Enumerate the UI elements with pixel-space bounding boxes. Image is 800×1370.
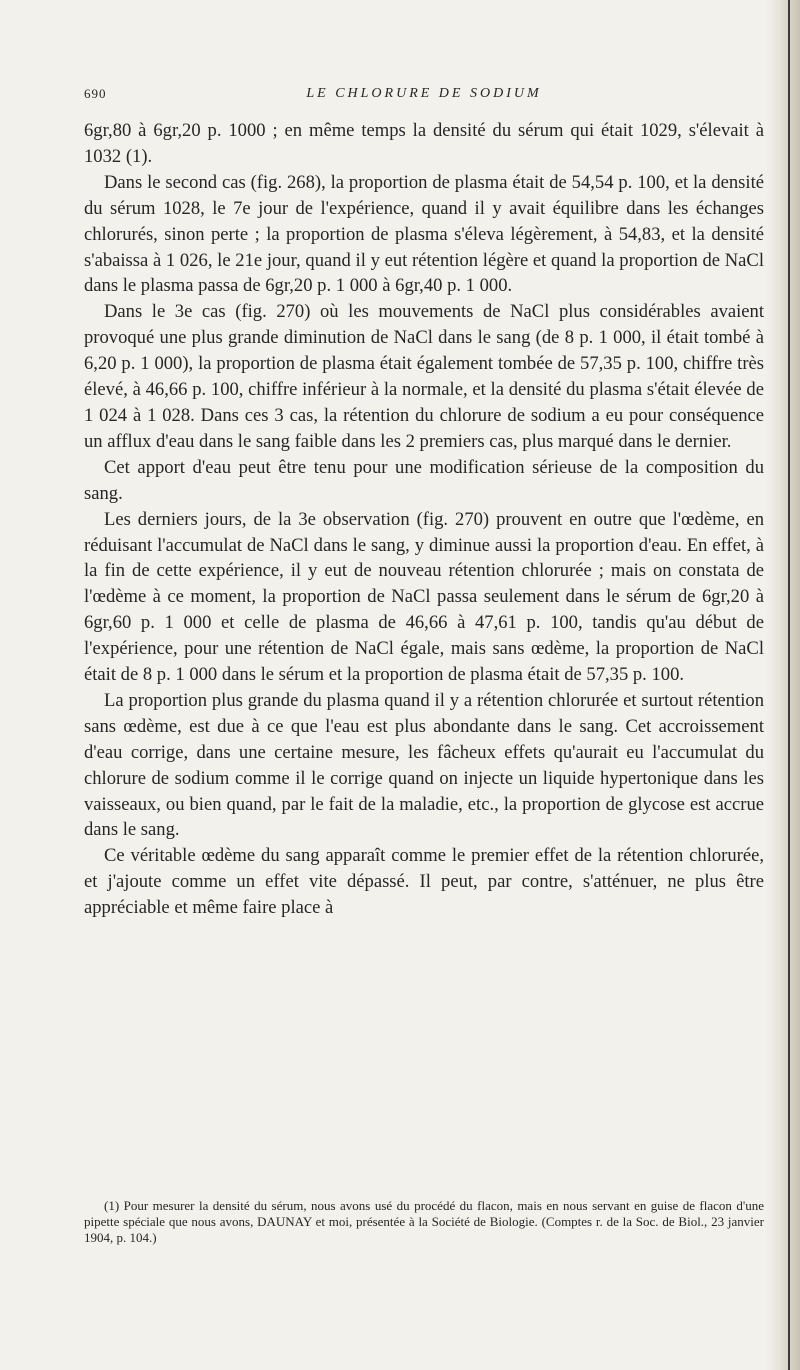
paragraph-1: 6gr,80 à 6gr,20 p. 1000 ; en même temps la densité du sérum qui était 1029, s'élevait à 1032 (1). bbox=[84, 120, 764, 167]
page-edge bbox=[788, 0, 790, 1370]
paragraph-5: Les derniers jours, de la 3e observation (fig. 270) prouvent en outre que l'œdème, en réduisant l'accumulat de NaCl dans le sang, y diminue aussi la proportion d'eau. En effet, à la fin de cette expérience, il y eut de nouveau rétention chlorurée ; mais on constata de l'œdème à ce moment, la proportion de NaCl passa seulement dans le sérum de 6gr,20 à 6gr,60 p. 1 000 et celle de plasma de 46,66 à 47,61 p. 100, tandis qu'au début de l'expérience, pour une rétention de NaCl égale, mais sans œdème, la proportion de NaCl était de 8 p. 1 000 dans le sérum et la proportion de plasma était de 57,35 p. 100. bbox=[84, 508, 764, 686]
paragraph-7: Ce véritable œdème du sang apparaît comme le premier effet de la rétention chlorurée, et j'ajoute comme un effet vite dépassé. Il peut, par contre, s'atténuer, ne plus être appréciable et même faire place à bbox=[84, 845, 764, 919]
running-title: LE CHLORURE DE SODIUM bbox=[306, 86, 542, 101]
footnotes bbox=[84, 1198, 764, 1246]
page-number: 690 bbox=[84, 86, 107, 101]
paragraph-3: Dans le 3e cas (fig. 270) où les mouvements de NaCl plus considérables avaient provoqué une plus grande diminution de NaCl dans le sang (de 8 p. 1 000, il était tombé à 6,20 p. 1 000), la proportion de plasma était également tombée de 57,35 p. 100, chiffre très élevé, à 46,66 p. 100, chiffre inférieur à la normale, et la densité du plasma s'était élevée de 1 024 à 1 028. Dans ces 3 cas, la rétention du chlorure de sodium a eu pour conséquence un afflux d'eau dans le sang faible dans les 2 premiers cas, plus marqué dans le dernier. bbox=[84, 301, 764, 452]
body-text bbox=[84, 118, 764, 921]
page-gutter-shadow bbox=[766, 0, 800, 1370]
paragraph-2: Dans le second cas (fig. 268), la proportion de plasma était de 54,54 p. 100, et la densité du sérum 1028, le 7e jour de l'expérience, quand il y avait équilibre dans les échanges chlorurés, sinon perte ; la proportion de plasma s'éleva légèrement, à 54,83, et la densité s'abaissa à 1 026, le 21e jour, quand il y eut rétention légère et quand la proportion de NaCl dans le plasma passa de 6gr,20 p. 1 000 à 6gr,40 p. 1 000. bbox=[84, 171, 764, 297]
footnote-1: (1) Pour mesurer la densité du sérum, nous avons usé du procédé du flacon, mais en nous servant en guise de flacon d'une pipette spéciale que nous avons, DAUNAY et moi, présentée à la Société de Biologie. (Comptes r. de la Soc. de Biol., 23 janvier 1904, p. 104.) bbox=[84, 1198, 764, 1245]
paragraph-6: La proportion plus grande du plasma quand il y a rétention chlorurée et surtout rétention sans œdème, est due à ce que l'eau est plus abondante dans le sang. Cet accroissement d'eau corrige, dans une certaine mesure, les fâcheux effets qu'aurait eu l'accumulat du chlorure de sodium comme il le corrige quand on injecte un liquide hypertonique dans les vaisseaux, ou bien quand, par le fait de la maladie, etc., la proportion de glycose est accrue dans le sang. bbox=[84, 689, 764, 841]
page-header bbox=[84, 86, 764, 108]
paragraph-4: Cet apport d'eau peut être tenu pour une modification sérieuse de la composition du sang. bbox=[84, 456, 764, 504]
